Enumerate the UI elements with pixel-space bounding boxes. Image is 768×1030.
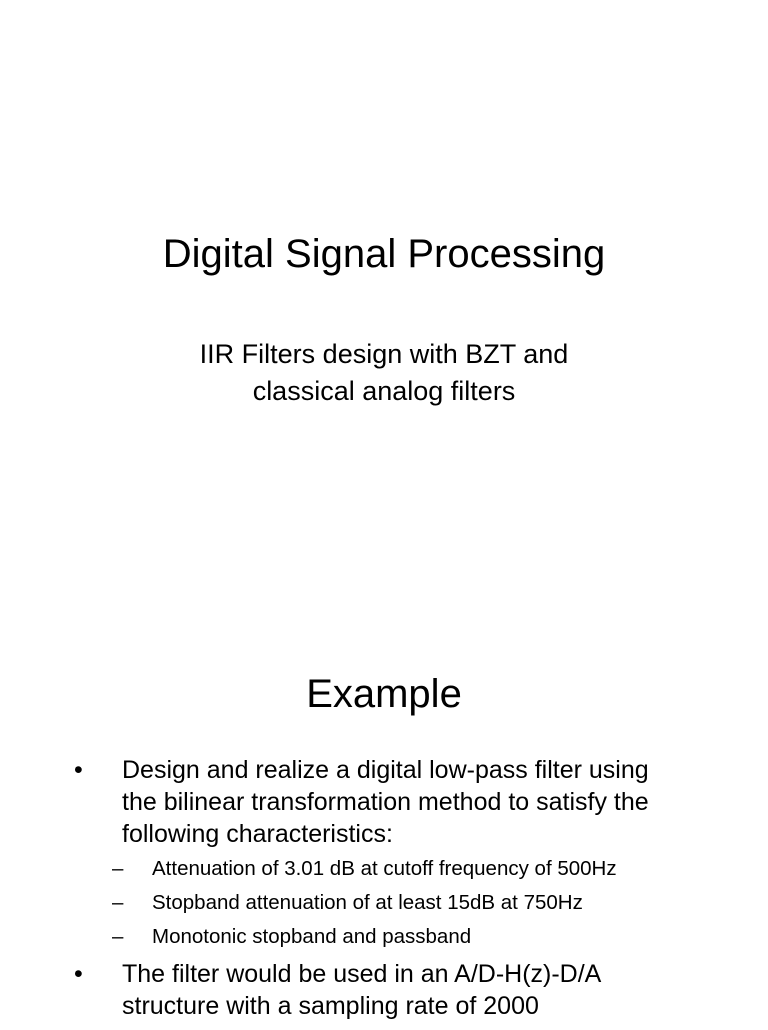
dash-marker: – [112, 891, 124, 914]
bullet-text: The filter would be used in an A/D-H(z)-D/A structure with a sampling rate of 2000 [122, 960, 600, 1020]
bullet-item [0, 754, 682, 950]
presentation-title: Digital Signal Processing [162, 232, 606, 276]
bullet-item [0, 958, 682, 1022]
sub-bullet-text: Monotonic stopband and passband [152, 925, 472, 948]
bullet-marker: • [74, 756, 83, 784]
sub-bullet-item [0, 856, 682, 882]
presentation-subtitle [134, 336, 634, 410]
bullet-list [0, 754, 768, 1030]
slide-title: Example [306, 672, 462, 716]
subtitle-line-1: IIR Filters design with BZT and [199, 339, 569, 369]
subtitle-line-2: classical analog filters [252, 376, 516, 406]
sub-bullet-item [0, 890, 682, 916]
sub-bullet-item [0, 924, 682, 950]
sub-bullet-text: Attenuation of 3.01 dB at cutoff frequency of 500Hz [152, 857, 617, 880]
dash-marker: – [112, 857, 124, 880]
dash-marker: – [112, 925, 124, 948]
bullet-text: Design and realize a digital low-pass filter using the bilinear transformation method to satisfy the following characteristics: [122, 756, 649, 848]
example-slide [0, 640, 768, 1024]
sub-bullet-list [0, 856, 682, 950]
sub-bullet-text: Stopband attenuation of at least 15dB at 750Hz [152, 891, 583, 914]
bullet-marker: • [74, 960, 83, 988]
